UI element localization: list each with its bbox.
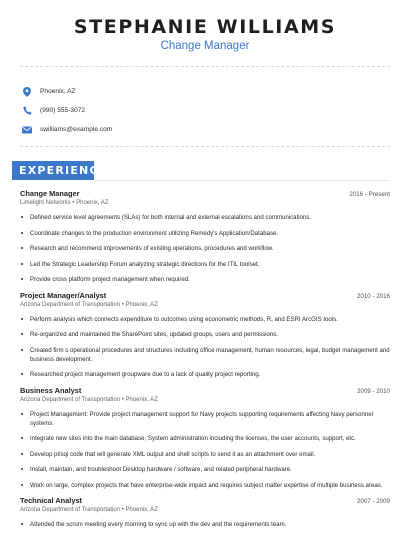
job-bullets xyxy=(20,315,390,380)
job-bullets xyxy=(20,213,390,284)
job-company: Arizona Department of Transportation xyxy=(20,396,121,403)
contact-block xyxy=(22,82,112,139)
job-dates: 2009 - 2010 xyxy=(356,387,390,395)
job-title: Business Analyst xyxy=(20,385,82,395)
candidate-name: STEPHANIE WILLIAMS xyxy=(73,16,337,38)
email-icon xyxy=(22,125,32,135)
job-company: Arizona Department of Transportation xyxy=(20,507,121,513)
job-bullets xyxy=(20,410,390,490)
job-title: Technical Analyst xyxy=(20,496,83,505)
job-bullet: Coordinate changes to the production environment utilizing Remedy's Application/Database. xyxy=(20,229,390,238)
job-bullet: Led the Strategic Leadership Forum analyzing strategic directions for the ITIL toolset. xyxy=(20,260,390,269)
job-title: Change Manager xyxy=(20,189,80,198)
job-bullet: Work on large, complex projects that have enterprise-wide impact and requires subject matter expertise of multiple business areas. xyxy=(20,481,390,490)
job-title: Project Manager/Analyst xyxy=(20,290,107,300)
contact-email xyxy=(22,120,112,139)
contact-email-text: swilliams@example.com xyxy=(40,126,113,133)
job-dates: 2016 - Present xyxy=(349,191,390,198)
job-dates: 2010 - 2016 xyxy=(356,292,390,300)
job-entry xyxy=(20,189,390,284)
location-pin-icon xyxy=(22,87,32,97)
phone-icon xyxy=(22,106,32,116)
job-employer: Arizona Department of Transportation • Phoenix, AZ xyxy=(20,507,158,513)
job-location: Phoenix, AZ xyxy=(125,396,158,403)
job-location: Phoenix, AZ xyxy=(76,200,109,206)
job-company: Arizona Department of Transportation xyxy=(20,301,121,308)
job-company: Limelight Networks xyxy=(20,200,71,206)
job-bullet: Researched project management groupware due to a lack of quality project reporting. xyxy=(20,370,390,379)
job-bullets xyxy=(20,520,390,529)
job-bullet: Research and recommend improvements of existing operations, procedures and workflow. xyxy=(20,244,390,253)
section-underline xyxy=(94,180,390,181)
job-employer: Arizona Department of Transportation • Phoenix, AZ xyxy=(20,396,158,403)
candidate-role: Change Manager xyxy=(160,40,250,52)
job-location: Phoenix, AZ xyxy=(125,507,158,513)
contact-location-text: Phoenix, AZ xyxy=(40,88,76,95)
job-bullet: Attended the scrum meeting every morning to sync up with the dev and the requirements team. xyxy=(20,520,390,529)
job-entry xyxy=(20,496,390,529)
job-bullet: Re-organized and maintained the SharePoint sites, updated groups, users and permissions. xyxy=(20,330,390,339)
job-bullet: Provide cross platform project management when required. xyxy=(20,275,390,284)
contact-divider xyxy=(20,146,390,147)
job-bullet: Perform analysis which connects expenditure to outcomes using econometric methods, R, and ESRI ArcGIS tools. xyxy=(20,315,390,324)
header-divider xyxy=(20,66,390,67)
job-location: Phoenix, AZ xyxy=(125,301,158,308)
job-bullet: Integrate new sites into the main database, System administration including the licenses, the user accounts, support, etc. xyxy=(20,434,390,443)
contact-phone-text: (990) 555-3072 xyxy=(40,107,86,114)
job-bullet: Develop pl/sql code that will generate XML output and shell scripts to send it as an attachment over email. xyxy=(20,450,390,459)
contact-location xyxy=(22,82,112,101)
job-bullet: Created firm s operational procedures and structures including office management, human resources, legal, budget management and business development. xyxy=(20,346,390,364)
job-entry xyxy=(20,386,390,490)
job-bullet: Install, maintain, and troubleshoot Desktop hardware / software, and related peripheral hardware. xyxy=(20,465,390,474)
job-entry xyxy=(20,291,390,380)
job-employer: Arizona Department of Transportation • Phoenix, AZ xyxy=(20,301,158,308)
experience-list xyxy=(20,189,390,536)
experience-section-title: EXPERIENCE xyxy=(12,161,94,180)
job-bullet: Project Management: Provide project management support for Navy projects supporting requirements affecting Navy personnel systems. xyxy=(20,410,390,428)
job-dates: 2007 - 2009 xyxy=(356,498,390,505)
job-employer: Limelight Networks • Phoenix, AZ xyxy=(20,200,109,206)
contact-phone xyxy=(22,101,112,120)
job-bullet: Defined service level agreements (SLAs) for both internal and external escalations and communications. xyxy=(20,213,390,222)
